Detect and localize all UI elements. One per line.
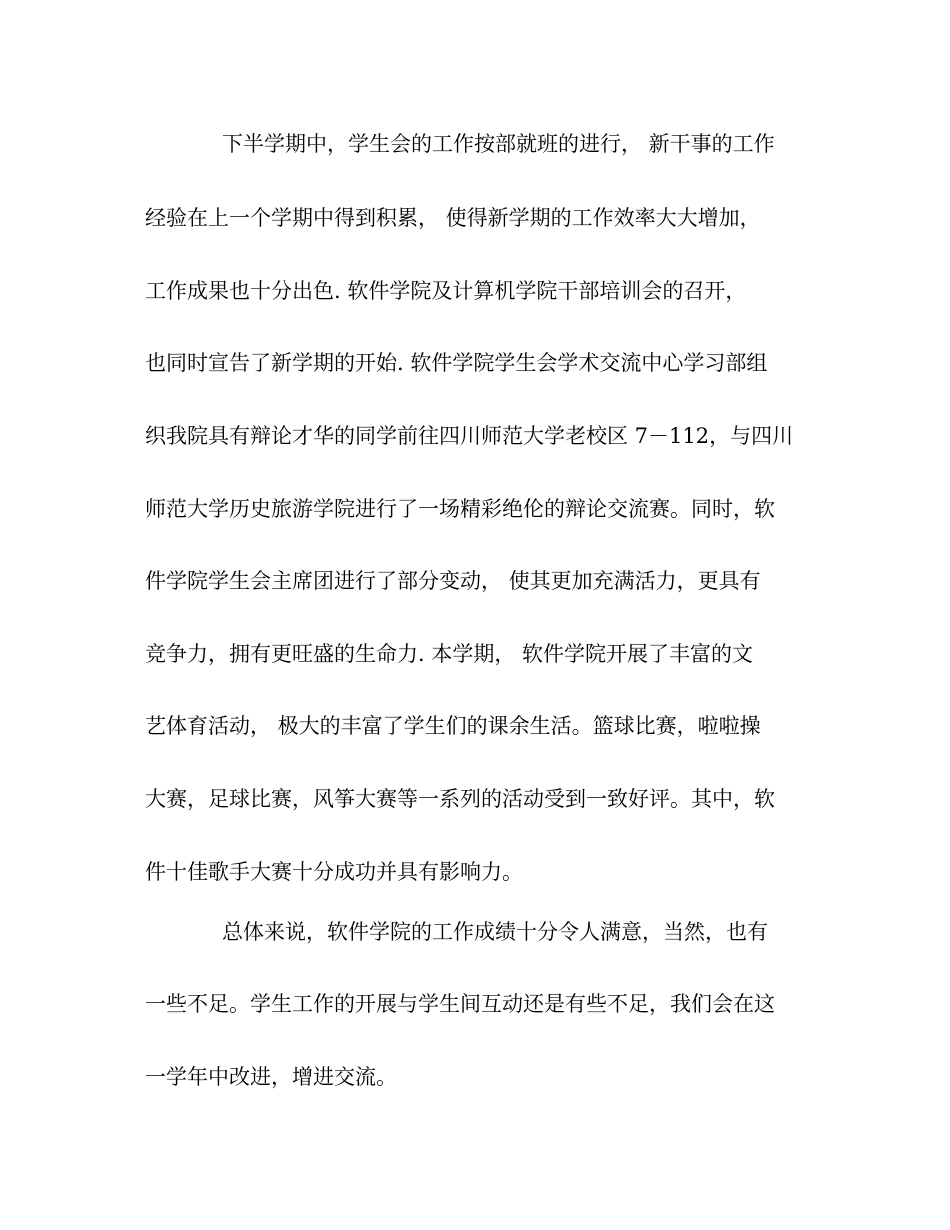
paragraph-1-line-4: 也同时宣告了新学期的开始. 软件学院学生会学术交流中心学习部组: [145, 351, 768, 375]
paragraph-1-line-7: 件学院学生会主席团进行了部分变动， 使其更加充满活力，更具有: [145, 569, 761, 593]
paragraph-2-line-1: 总体来说，软件学院的工作成绩十分令人满意，当然，也有: [222, 920, 768, 944]
paragraph-1-line-11: 件十佳歌手大赛十分成功并具有影响力。: [145, 860, 523, 884]
paragraph-1-line-6: 师范大学历史旅游学院进行了一场精彩绝伦的辩论交流赛。同时，软: [145, 497, 775, 521]
paragraph-2-line-3: 一学年中改进，增进交流。: [145, 1065, 397, 1089]
paragraph-2-line-2: 一些不足。学生工作的开展与学生间互动还是有些不足，我们会在这: [145, 992, 775, 1016]
paragraph-1-line-5: 织我院具有辩论才华的同学前往四川师范大学老校区 7－112，与四川: [145, 424, 794, 448]
paragraph-1-line-9: 艺体育活动， 极大的丰富了学生们的课余生活。篮球比赛，啦啦操: [145, 714, 761, 738]
paragraph-1-line-2: 经验在上一个学期中得到积累， 使得新学期的工作效率大大增加，: [145, 206, 761, 230]
paragraph-1-line-10: 大赛，足球比赛，风筝大赛等一系列的活动受到一致好评。其中，软: [145, 787, 775, 811]
paragraph-1-line-8: 竞争力，拥有更旺盛的生命力. 本学期， 软件学院开展了丰富的文: [145, 642, 754, 666]
paragraph-1-line-1: 下半学期中，学生会的工作按部就班的进行， 新干事的工作: [222, 132, 775, 156]
paragraph-1-line-3: 工作成果也十分出色. 软件学院及计算机学院干部培训会的召开，: [145, 279, 747, 303]
